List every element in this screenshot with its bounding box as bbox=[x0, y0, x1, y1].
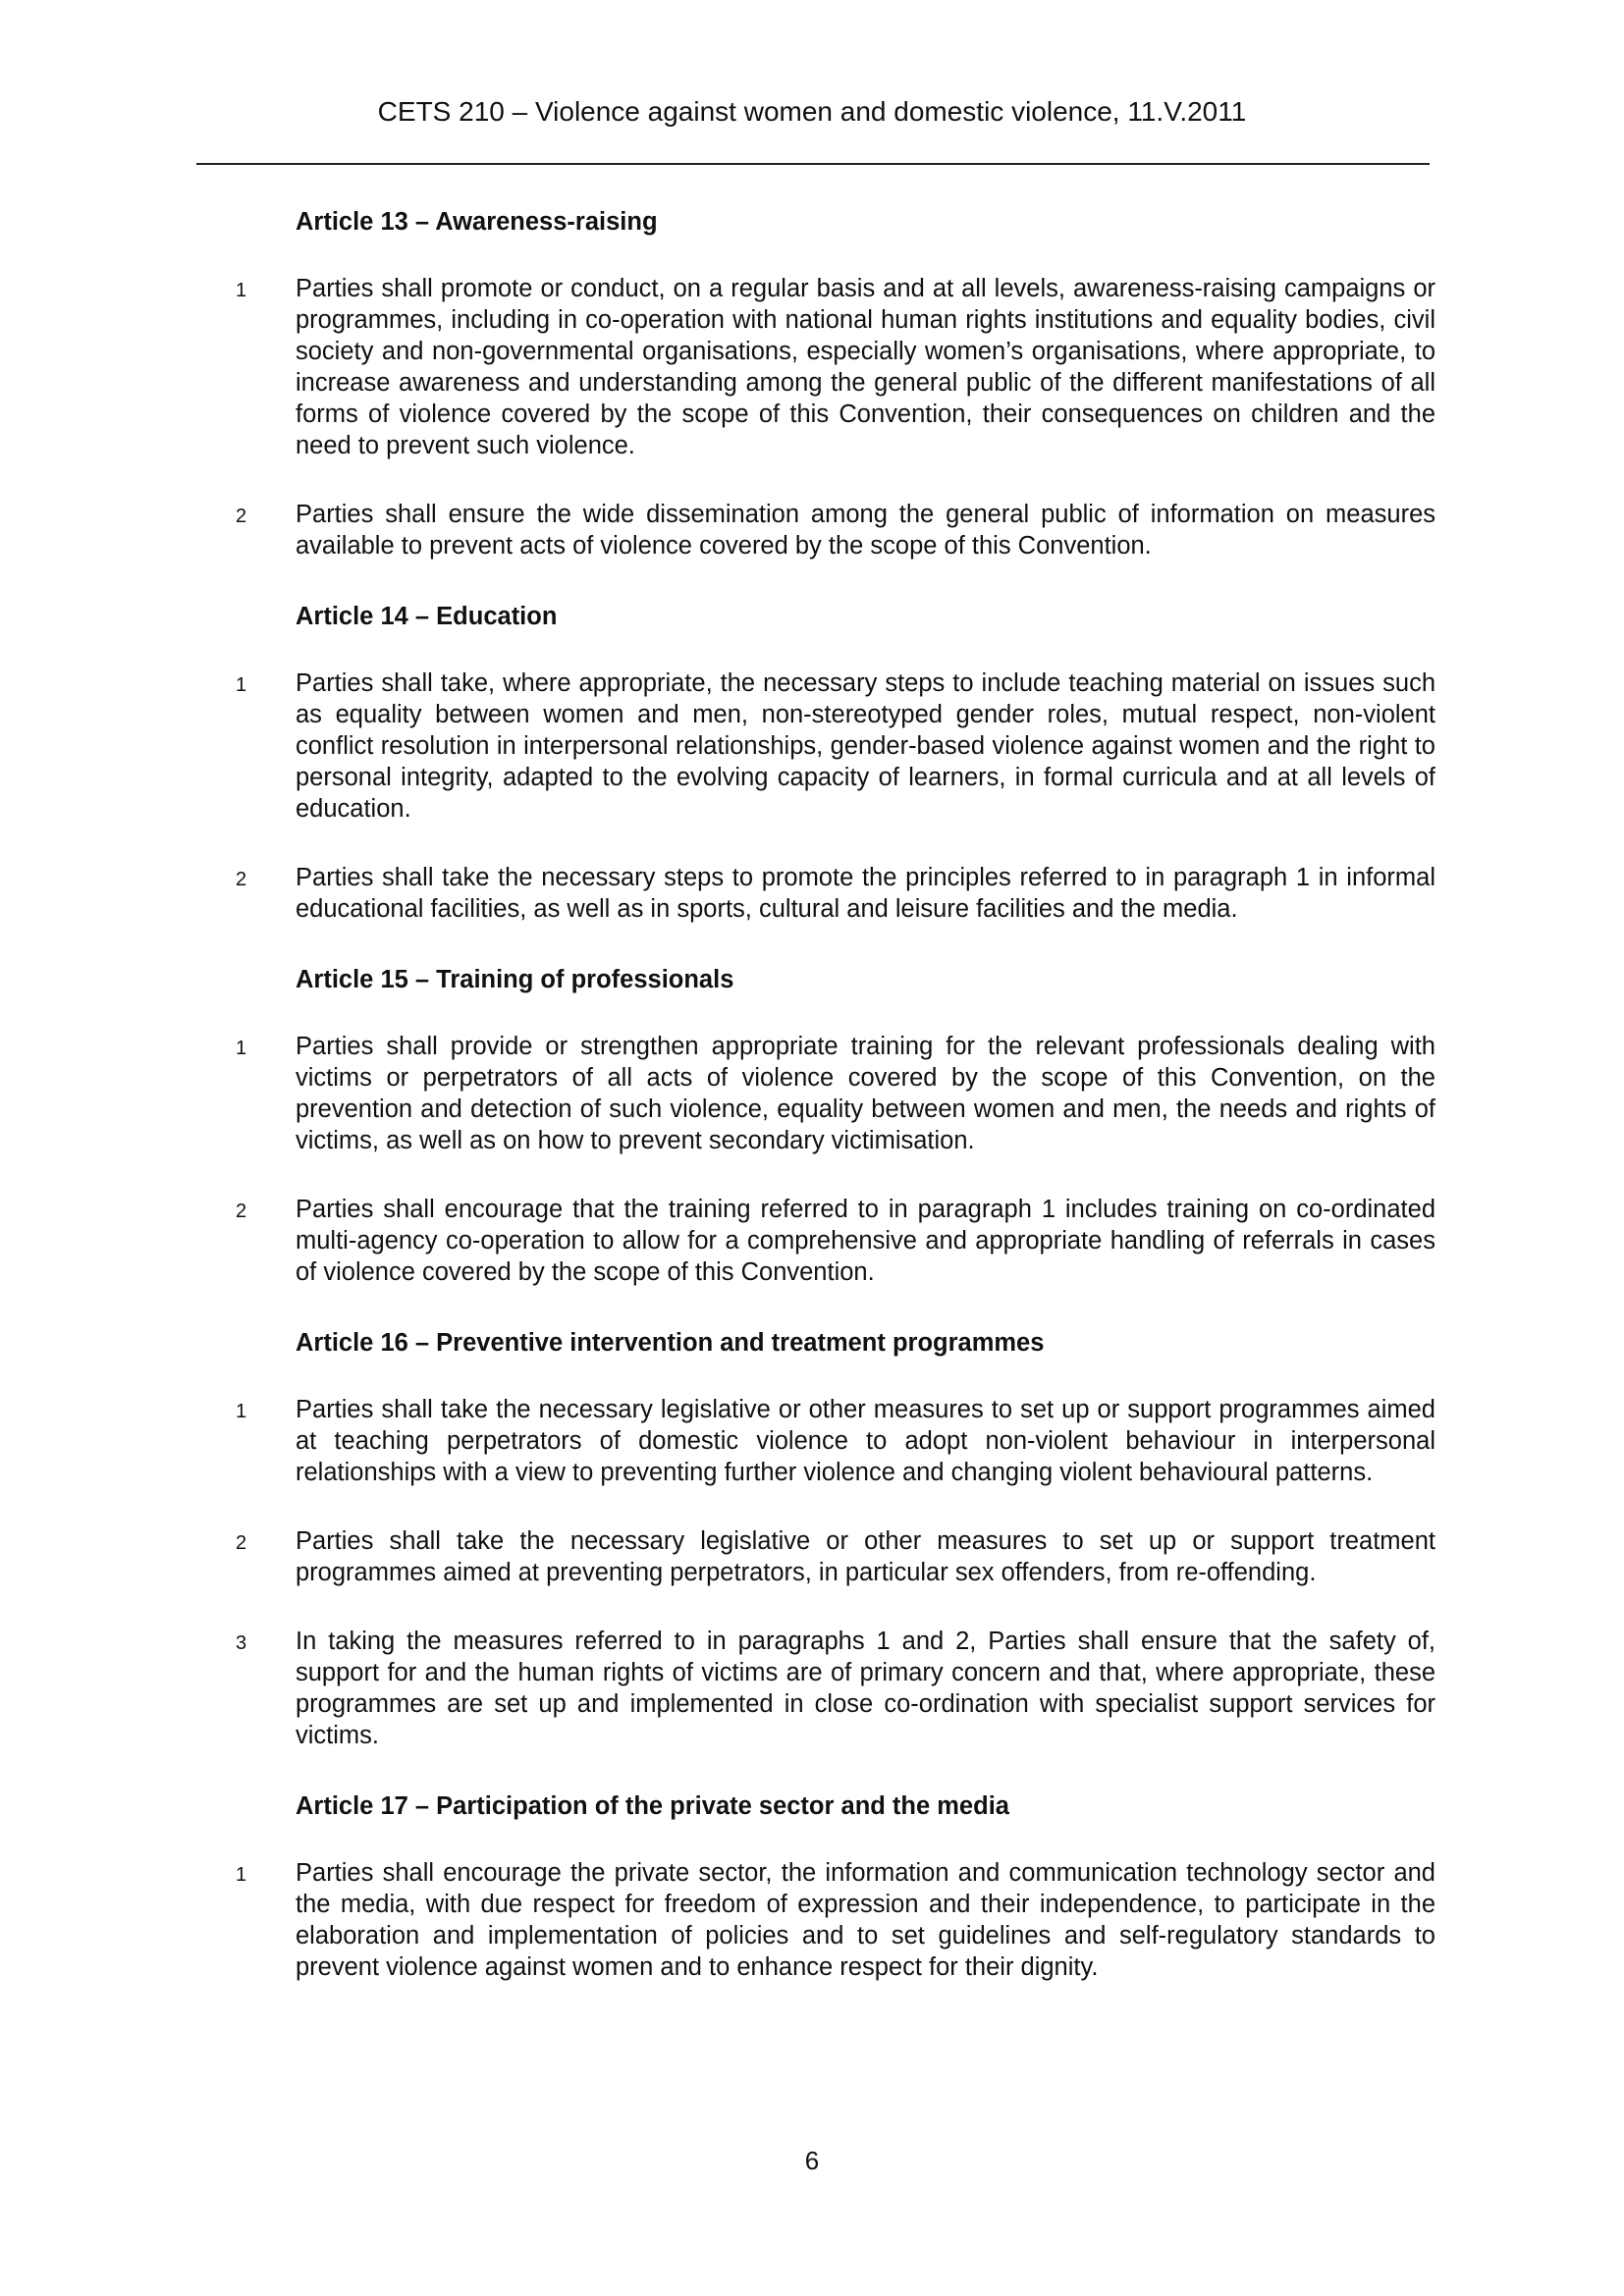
paragraph bbox=[236, 1626, 1435, 1751]
paragraph-number: 1 bbox=[236, 1401, 247, 1422]
paragraph-text: Parties shall promote or conduct, on a regular basis and at all levels, awareness-raising campaigns or programmes, including in co-operation with national human rights institutions and equality bodies, civil society and non-governmental organisations, especially women’s organisations, where appropriate, to increase awareness and understanding among the general public of the different manifestations of all forms of violence covered by the scope of this Convention, their consequences on children and the need to prevent such violence. bbox=[296, 275, 1435, 459]
paragraph-text: Parties shall take the necessary legislative or other measures to set up or support programmes aimed at teaching perpetrators of domestic violence to adopt non-violent behaviour in interpersonal relationships with a view to preventing further violence and changing violent behavioural patterns. bbox=[296, 1396, 1435, 1486]
paragraph-text: In taking the measures referred to in paragraphs 1 and 2, Parties shall ensure that the safety of, support for and the human rights of victims are of primary concern and that, where appropriate, these programmes are set up and implemented in close co-ordination with specialist support services for victims. bbox=[296, 1628, 1435, 1749]
article-title: Article 13 – Awareness-raising bbox=[296, 208, 658, 236]
paragraph bbox=[236, 862, 1435, 925]
paragraph bbox=[236, 273, 1435, 461]
document-body bbox=[236, 204, 1435, 1983]
paragraph-text: Parties shall encourage the private sector, the information and communication technology sector and the media, with due respect for freedom of expression and their independence, to participate in the elaboration and implementation of policies and to set guidelines and self-regulatory standards to prevent violence against women and to enhance respect for their dignity. bbox=[296, 1859, 1435, 1981]
paragraph-number: 1 bbox=[236, 674, 247, 696]
paragraph-number: 1 bbox=[236, 1038, 247, 1059]
paragraph-number: 2 bbox=[236, 506, 247, 527]
paragraph-number: 3 bbox=[236, 1632, 247, 1654]
article-17 bbox=[236, 1789, 1435, 1983]
paragraph bbox=[236, 1031, 1435, 1156]
paragraph bbox=[236, 1525, 1435, 1588]
paragraph bbox=[236, 1194, 1435, 1288]
paragraph-number: 2 bbox=[236, 869, 247, 890]
article-14 bbox=[236, 599, 1435, 962]
paragraph bbox=[236, 1857, 1435, 1983]
paragraph-text: Parties shall provide or strengthen appropriate training for the relevant professionals dealing with victims or perpetrators of all acts of violence covered by the scope of this Convention, on the prevention and detection of such violence, equality between women and men, the needs and rights of victims, as well as on how to prevent secondary victimisation. bbox=[296, 1033, 1435, 1154]
paragraph-number: 1 bbox=[236, 280, 247, 301]
article-title: Article 16 – Preventive intervention and treatment programmes bbox=[296, 1329, 1045, 1357]
paragraph-number: 1 bbox=[236, 1864, 247, 1886]
article-13 bbox=[236, 204, 1435, 599]
paragraph bbox=[236, 499, 1435, 561]
paragraph bbox=[236, 667, 1435, 825]
article-title: Article 15 – Training of professionals bbox=[296, 966, 734, 993]
paragraph-number: 2 bbox=[236, 1201, 247, 1222]
article-title: Article 17 – Participation of the private sector and the media bbox=[296, 1792, 1009, 1820]
header-rule bbox=[196, 163, 1430, 165]
paragraph bbox=[236, 1394, 1435, 1488]
running-header: CETS 210 – Violence against women and domestic violence, 11.V.2011 bbox=[377, 96, 1247, 127]
paragraph-text: Parties shall take the necessary legislative or other measures to set up or support treatment programmes aimed at preventing perpetrators, in particular sex offenders, from re-offending. bbox=[296, 1527, 1435, 1586]
page-number: 6 bbox=[804, 2146, 820, 2175]
paragraph-text: Parties shall take the necessary steps to promote the principles referred to in paragraph 1 in informal educational facilities, as well as in sports, cultural and leisure facilities and the media. bbox=[296, 864, 1435, 923]
article-16 bbox=[236, 1325, 1435, 1789]
paragraph-text: Parties shall ensure the wide dissemination among the general public of information on measures available to prevent acts of violence covered by the scope of this Convention. bbox=[296, 501, 1435, 560]
paragraph-text: Parties shall take, where appropriate, the necessary steps to include teaching material on issues such as equality between women and men, non-stereotyped gender roles, mutual respect, non-violent conflict resolution in interpersonal relationships, gender-based violence against women and the right to personal integrity, adapted to the evolving capacity of learners, in formal curricula and at all levels of education. bbox=[296, 669, 1435, 823]
paragraph-text: Parties shall encourage that the training referred to in paragraph 1 includes training on co-ordinated multi-agency co-operation to allow for a comprehensive and appropriate handling of referrals in cases of violence covered by the scope of this Convention. bbox=[296, 1196, 1435, 1286]
paragraph-number: 2 bbox=[236, 1532, 247, 1554]
article-title: Article 14 – Education bbox=[296, 603, 558, 630]
article-15 bbox=[236, 962, 1435, 1325]
